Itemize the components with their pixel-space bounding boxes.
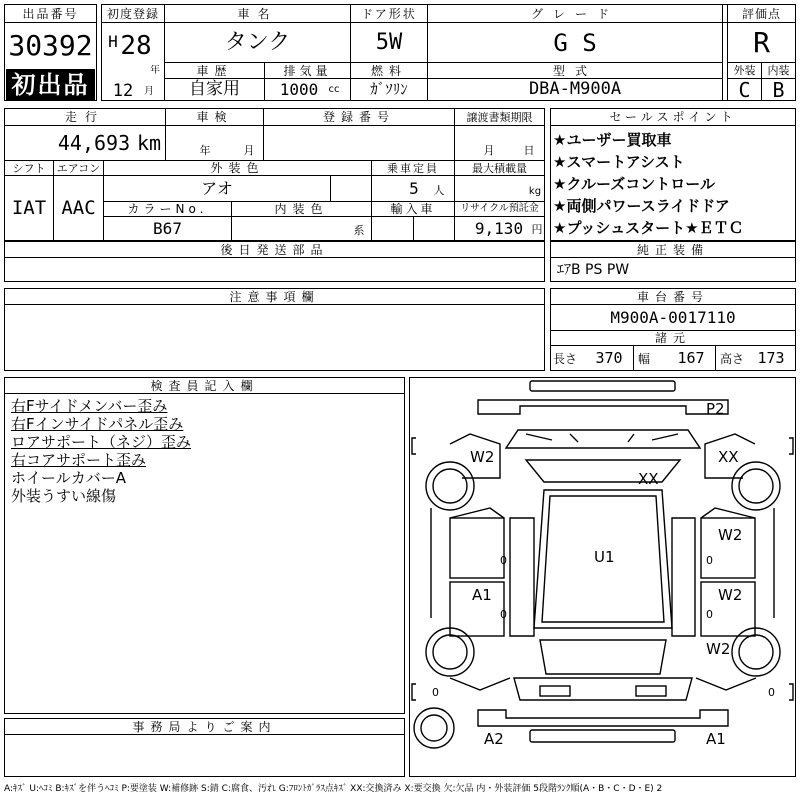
- color-no: B67: [153, 218, 182, 238]
- recycle-unit: 円: [531, 222, 543, 236]
- int-color-unit: 系: [353, 223, 365, 237]
- sales-points-box: [550, 108, 796, 241]
- inspector-label: 検査員記入欄: [150, 378, 259, 393]
- max-load-unit: kg: [528, 186, 542, 197]
- mark-zero: 0: [768, 686, 775, 699]
- height-label: 高さ: [719, 352, 744, 366]
- max-load-label: 最大積載量: [472, 161, 527, 175]
- grade-label: グレード: [530, 6, 619, 21]
- recycle-label: リサイクル預託金: [460, 203, 539, 214]
- height: 173: [757, 349, 785, 367]
- fuel-label: 燃料: [370, 63, 407, 78]
- width-label: 幅: [637, 352, 650, 366]
- exterior-label: 外装: [733, 64, 756, 77]
- lot-number-box: [4, 4, 97, 101]
- mark-zero: 0: [500, 608, 507, 621]
- fuel: ｶﾞｿﾘﾝ: [370, 80, 408, 98]
- mark-a2: A2: [484, 730, 504, 748]
- inspector-note: 外装うすい線傷: [11, 487, 117, 505]
- mark-u1: U1: [594, 548, 615, 566]
- mileage: 44,693: [57, 131, 131, 155]
- office-label: 事務局よりご案内: [132, 719, 277, 734]
- displacement-unit: cc: [328, 84, 340, 95]
- car-name-label: 車名: [237, 6, 278, 21]
- chassis-number: M900A-0017110: [610, 307, 736, 327]
- capacity: 5: [409, 179, 419, 198]
- notes-label: 注意事項欄: [229, 289, 320, 304]
- first-reg-month: 12: [112, 82, 134, 100]
- ext-color-label: 外装色: [210, 161, 265, 175]
- int-color-label: 内装色: [274, 202, 329, 216]
- door-label: ドア形状: [361, 6, 417, 21]
- month-unit: 月: [144, 86, 154, 97]
- mark-w2-right-3: W2: [706, 640, 731, 658]
- shift-label: シフト: [12, 161, 46, 175]
- sales-point-item: ★クルーズコントロール: [553, 175, 715, 193]
- transfer-label: 譲渡書類期限: [466, 110, 533, 124]
- history-label: 車歴: [196, 63, 233, 78]
- mark-w2-front-left: W2: [470, 448, 495, 466]
- inspection-label: 車検: [196, 110, 233, 124]
- inspector-note: 右Fサイドメンバー歪み: [11, 397, 168, 415]
- spec-label: 諸元: [654, 331, 691, 345]
- inspector-note: 右コアサポート歪み: [11, 451, 147, 469]
- displacement: 1000: [279, 79, 319, 99]
- chassis-label: 車台番号: [636, 289, 709, 304]
- first-reg-year: 28: [120, 31, 152, 61]
- capacity-unit: 人: [433, 183, 445, 197]
- details-box: [4, 108, 545, 241]
- mark-p2: P2: [706, 400, 725, 418]
- mark-zero: 0: [432, 686, 439, 699]
- recycle-fee: 9,130: [474, 219, 524, 238]
- mark-w2-right-1: W2: [718, 526, 743, 544]
- sales-point-item: ★スマートアシスト: [553, 153, 685, 171]
- color-no-label: カラーNo.: [127, 202, 208, 216]
- header-row-box: [101, 4, 796, 101]
- mark-zero: 0: [500, 554, 507, 567]
- transfer-month-unit: 月: [483, 143, 495, 157]
- chassis-box: [550, 288, 796, 371]
- shift: IAT: [11, 196, 47, 219]
- mark-w2-right-2: W2: [718, 586, 743, 604]
- sales-points-label: セールスポイント: [609, 110, 737, 124]
- later-parts-label: 後日発送部品: [220, 242, 329, 257]
- history: 自家用: [189, 79, 240, 99]
- legend-text: A:ｷｽﾞ U:ﾍｺﾐ B:ｷｽﾞを伴うﾍｺﾐ P:要塗装 W:補修跡 S:錆 C:腐食、汚れ G:ﾌﾛﾝﾄｶﾞﾗｽ点ｷｽﾞ XX:交換済み X:要交換 欠:欠品 内・外装評価 5段階ﾗﾝｸ順(A・B・C・D・E) 2: [4, 783, 663, 794]
- era: H: [108, 32, 118, 51]
- first-listing-badge: 初出品: [6, 69, 95, 100]
- sales-point-item: ★両側パワースライドドア: [553, 197, 730, 215]
- notes-box: [4, 288, 545, 371]
- car-outline-svg: [410, 378, 795, 776]
- import-label: 輸入車: [390, 202, 436, 216]
- office-box: [4, 718, 405, 777]
- score: R: [753, 25, 770, 59]
- model-label: 型式: [552, 63, 597, 78]
- transfer-day-unit: 日: [523, 143, 535, 157]
- lot-number-label: 出品番号: [22, 6, 79, 21]
- mark-xx-front-right: XX: [718, 448, 739, 466]
- mark-xx-hood: XX: [638, 470, 659, 488]
- equipment-value: ｴｱB PS PW: [557, 261, 630, 278]
- ext-color: アオ: [201, 178, 233, 198]
- interior-grade: B: [772, 79, 785, 100]
- capacity-label: 乗車定員: [387, 161, 439, 175]
- length: 370: [595, 349, 623, 367]
- later-parts-box: [4, 241, 545, 282]
- equipment-label: 純正装備: [636, 242, 709, 257]
- score-label: 評価点: [741, 6, 781, 21]
- mark-zero: 0: [706, 554, 713, 567]
- inspector-box: [4, 377, 405, 714]
- inspection-year-unit: 年: [199, 143, 211, 157]
- model: DBA-M900A: [528, 79, 622, 99]
- width: 167: [677, 349, 705, 367]
- equipment-box: [550, 241, 796, 282]
- grade: G S: [553, 28, 597, 57]
- ac-label: エアコン: [56, 161, 101, 175]
- mark-a1-bottom: A1: [706, 730, 726, 748]
- ac: AAC: [61, 196, 96, 219]
- sales-points-list: [553, 129, 793, 239]
- door: 5W: [375, 29, 403, 55]
- sales-point-item: ★プッシュスタート★ＥＴＣ: [553, 219, 744, 237]
- inspector-note: 右Fインサイドパネル歪み: [11, 415, 184, 433]
- length-label: 長さ: [553, 352, 577, 366]
- sales-point-item: ★ユーザー買取車: [553, 131, 672, 149]
- inspector-note: ホイールカバーA: [11, 469, 126, 487]
- lot-number: 30392: [8, 29, 93, 62]
- reg-no-label: 登録番号: [322, 110, 395, 124]
- exterior-grade: C: [738, 79, 751, 100]
- inspector-note: ロアサポート（ネジ）歪み: [11, 433, 192, 451]
- mark-zero: 0: [706, 608, 713, 621]
- displacement-label: 排気量: [283, 63, 332, 78]
- mileage-label: 走行: [64, 110, 105, 124]
- first-reg-label: 初度登録: [106, 6, 159, 21]
- interior-label: 内装: [767, 64, 790, 77]
- inspector-notes-list: [11, 397, 401, 505]
- car-name: タンク: [224, 29, 291, 55]
- year-unit: 年: [150, 65, 160, 76]
- mark-a1-left: A1: [472, 586, 492, 604]
- car-diagram: [409, 377, 796, 777]
- inspection-month-unit: 月: [243, 143, 255, 157]
- mileage-unit: km: [136, 131, 162, 155]
